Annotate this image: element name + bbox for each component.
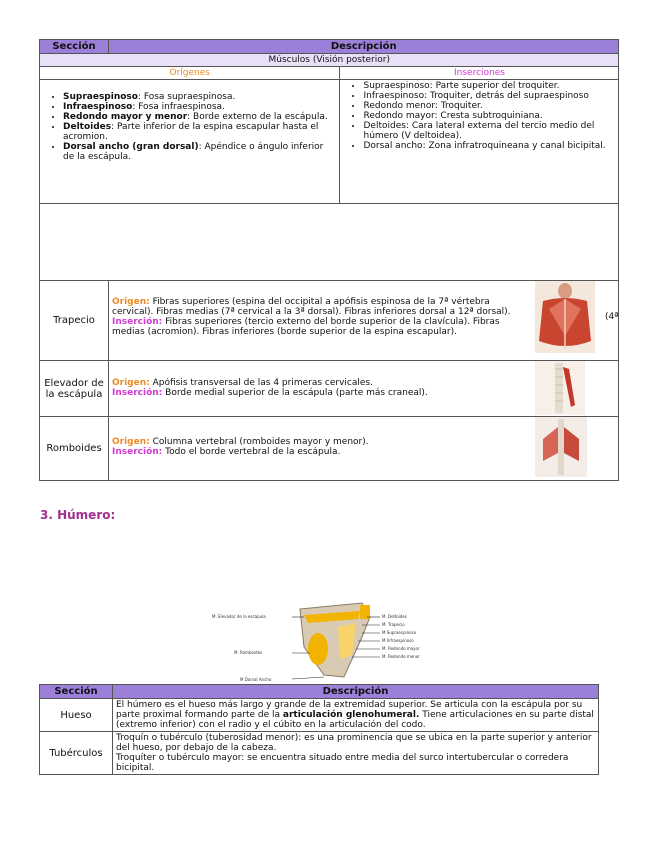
insertions-header: Inserciones	[340, 67, 619, 80]
humerus-table	[39, 684, 599, 775]
elevador-image	[535, 361, 601, 415]
origins-list	[43, 92, 336, 162]
list-item: • Dorsal ancho: Zona infratroquineana y canal bicipital.	[363, 141, 615, 151]
row-hueso-desc: El húmero es el hueso más largo y grande de la extremidad superior. Se articula con la escápula por su parte proximal formando parte de la articulación glenohumeral. Tiene articulaciones en su parte distal (extremo inferior) con el radio y el cúbito en la articulación del codo.	[113, 699, 599, 732]
label-trapecio: M. Trapecio	[382, 622, 405, 627]
list-item: • Dorsal ancho (gran dorsal): Apéndice o ángulo inferior de la escápula.	[63, 142, 336, 162]
elevador-desc: Origen: Apófisis transversal de las 4 primeras cervicales. Inserción: Borde medial superior de la escápula (parte más craneal).	[112, 378, 428, 398]
row-tuberculos-label: Tubérculos	[40, 732, 113, 775]
muscle-name-elevador: Elevador de la escápula	[40, 361, 109, 417]
subtitle: Músculos (Visión posterior)	[40, 54, 619, 67]
list-item: • Redondo mayor y menor: Borde externo de la escápula.	[63, 112, 336, 122]
header-description: Descripción	[113, 685, 599, 699]
list-item: • Supraespinoso: Fosa supraespinosa.	[63, 92, 336, 102]
trapecio-desc: Origen: Fibras superiores (espina del occipital a apófisis espinosa de la 7ª vértebra cervical). Fibras medias (7ª cervical a la 3ª dorsal). Fibras inferiores dorsal a 12ª dorsal). Inserción: Fibras superiores (tercio externo del borde superior de la clavícula). Fibras medias (acromion). Fibras inferiores (borde superior de la espina escapular).	[112, 297, 511, 337]
insertions-list-cell	[340, 80, 619, 204]
label-redondo-mayor: M. Redondo mayor	[382, 646, 420, 651]
muscle-name-trapecio: Trapecio	[40, 281, 109, 361]
label-deltoides: M. Deltoides	[382, 614, 407, 619]
list-item: • Supraespinoso: Parte superior del troquiter.	[363, 81, 615, 91]
origins-header: Orígenes	[40, 67, 340, 80]
label-infraespinoso: M Infraespinoso	[382, 638, 414, 643]
header-section: Sección	[40, 685, 113, 699]
label-romboides: M. Romboides	[234, 650, 263, 655]
romboides-image	[535, 417, 601, 477]
list-item: • Infraespinoso: Troquiter, detrás del supraespinoso	[363, 91, 615, 101]
trapecio-image	[535, 281, 601, 353]
label-elevador: M. Elevador de la escápula	[212, 614, 266, 619]
list-item: • Deltoides: Cara lateral externa del tercio medio del húmero (V deltoidea).	[363, 121, 615, 141]
back-muscles-icon	[535, 281, 595, 353]
label-supraespinoso: M Supraespinoso	[382, 630, 417, 635]
row-tuberculos-desc: Troquín o tubérculo (tuberosidad menor): es una prominencia que se ubica en la parte superior y anterior del hueso, por debajo de la cabeza. Troquíter o tubérculo mayor: se encuentra situado entre media del surco intertubercular o corredera bicipital.	[113, 732, 599, 775]
origins-list-cell	[40, 80, 340, 204]
muscles-table: Sección Descripción Músculos (Visión posterior) Orígenes Inserciones • Supraespinoso: Fosa supraespinosa. • Infraespinoso: Fosa infraespinosa. • Redondo mayor y menor: Borde externo de la escápula. • Deltoides: Parte inferior de la espina escapular hasta el acromion. • Dorsal ancho (gran dorsal): Apéndice o ángulo inferior de la escápula. • Supraespinoso: Parte superior del troquiter. • Infraespinoso: Troquiter, detrás del supraespinoso • Redondo menor: Troquiter. • Redondo mayor: Cresta subtroquiniana. • Deltoides: Cara lateral externa del tercio medio del húmero (V deltoidea). • Dorsal ancho: Zona infratroquineana y canal bicipital. Trapecio Origen: Fibras superiores (espina del occipital a apófisis espinosa de la 7ª vértebra cervical). Fibras medias (7ª cervical a la 3ª dorsal). Fibras inferiores dorsal a 12ª dorsal). Inserción: Fibras superiores (tercio externo del borde superior de la clavícula). Fibras medias (acromion). Fibras inferiores (borde superior de la espina escapular). (4ª Elevador de la escápula Origen: Apófisis transversal de las 4 primeras cervicales. Inserción: Borde medial superior de la escápula (parte más craneal). Romboides Origen: Columna vertebral (romboides mayor y menor). Inserción: Todo el borde vertebral de la escápula.	[39, 39, 619, 481]
header-section: Sección	[40, 40, 109, 54]
list-item: • Redondo menor: Troquiter.	[363, 101, 615, 111]
spine-muscle-icon	[535, 361, 585, 415]
list-item: • Redondo mayor: Cresta subtroquiniana.	[363, 111, 615, 121]
list-item: • Infraespinoso: Fosa infraespinosa.	[63, 102, 336, 112]
romboides-desc: Origen: Columna vertebral (romboides mayor y menor). Inserción: Todo el borde vertebral de la escápula.	[112, 437, 369, 457]
rhomboid-muscle-icon	[535, 417, 587, 477]
header-description: Descripción	[109, 40, 619, 54]
row-hueso-label: Hueso	[40, 699, 113, 732]
label-redondo-menor: M. Redondo menor	[382, 654, 420, 659]
scapula-diagram	[212, 597, 438, 683]
label-dorsal: M Dorsal Ancho	[240, 677, 272, 682]
list-item: • Deltoides: Parte inferior de la espina escapular hasta el acromion.	[63, 122, 336, 142]
empty-row	[40, 204, 619, 281]
muscle-name-romboides: Romboides	[40, 417, 109, 481]
insertions-list	[343, 81, 615, 151]
section-title: 3. Húmero:	[40, 508, 116, 522]
